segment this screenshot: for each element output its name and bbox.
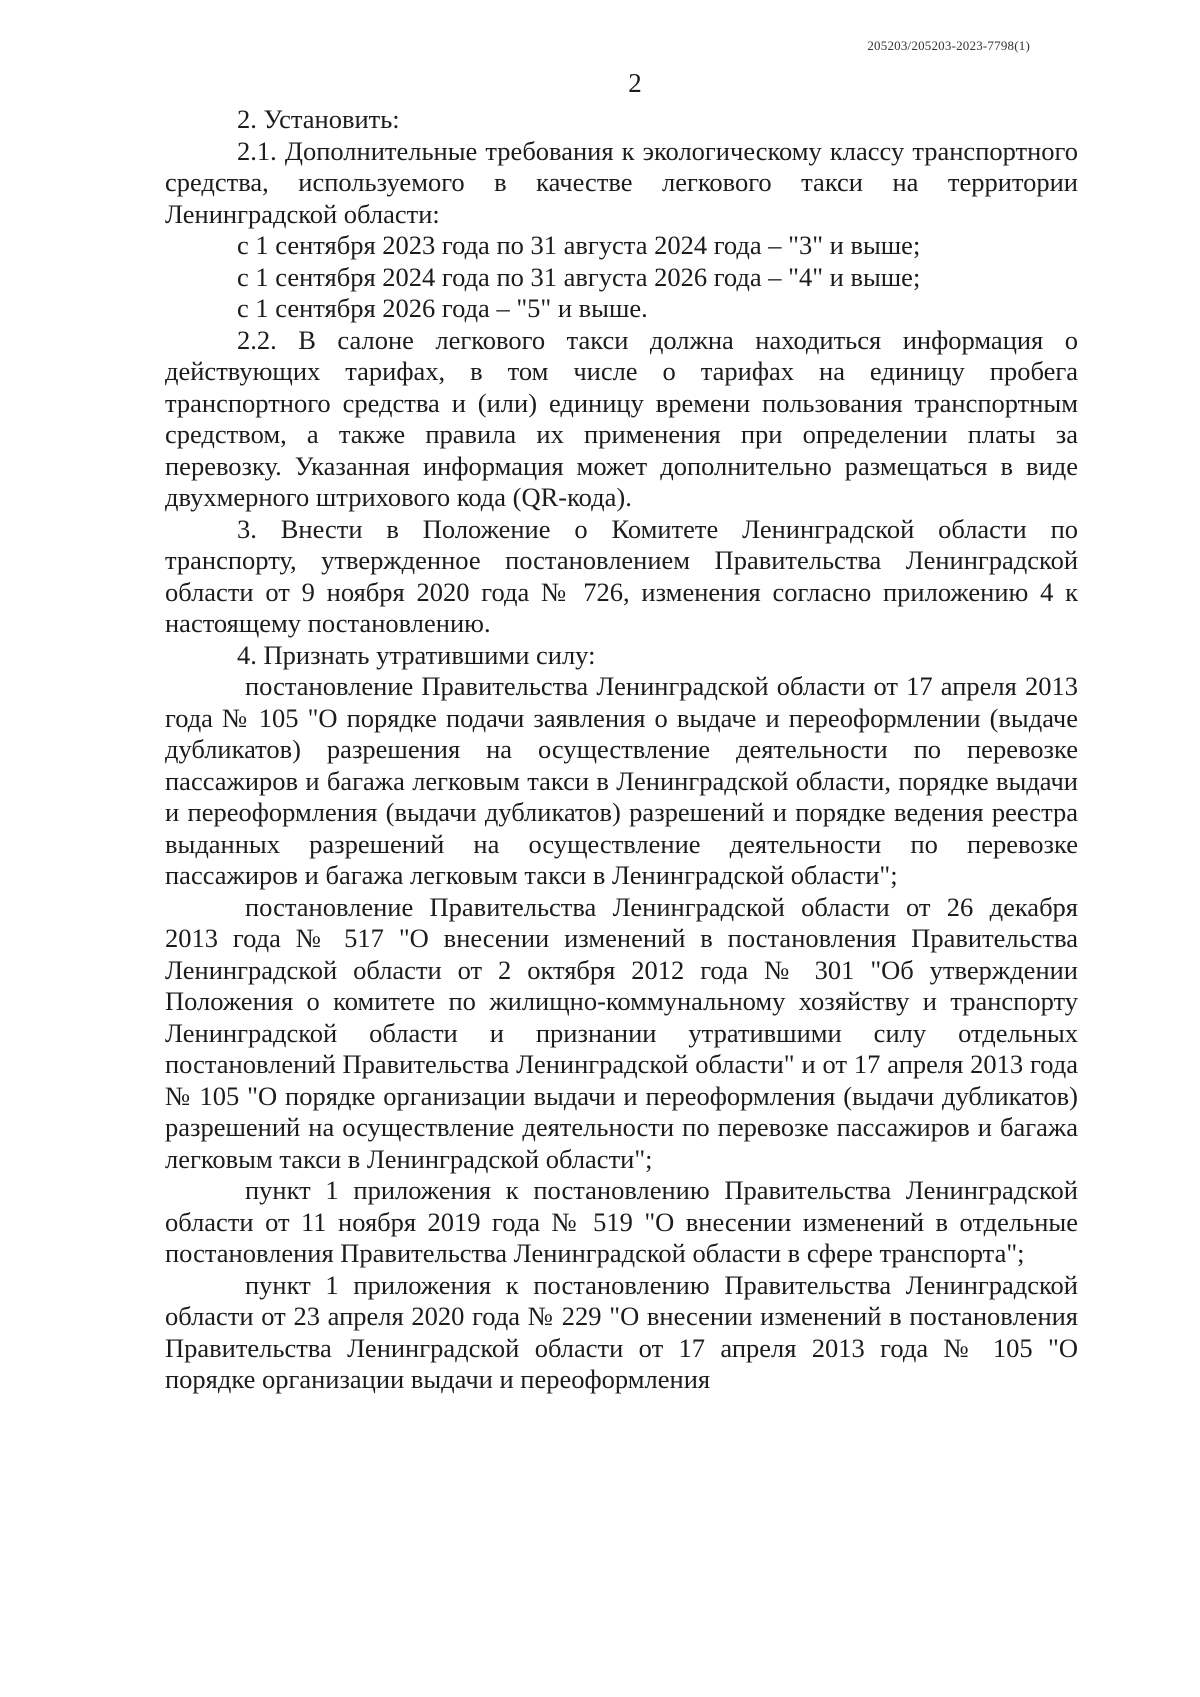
paragraph-2-2: 2.2. В салоне легкового такси должна находиться информация о действующих тарифах, в том числе о тарифах на единицу пробега транспортного средства и (или) единицу времени пользования транспортным средством, а также правила их применения при определении платы за перевозку. Указанная информация может дополнительно размещаться в виде двухмерного штрихового кода (QR-кода). [165,324,1078,512]
paragraph-2-1: 2.1. Дополнительные требования к экологическому классу транспортного средства, используемого в качестве легкового такси на территории Ленинградской области: [165,135,1078,229]
document-body [165,104,1078,1396]
eco-class-line-2: с 1 сентября 2024 года по 31 августа 2026 года – "4" и выше; [237,261,921,292]
repealed-item-2: постановление Правительства Ленинградской области от 26 декабря 2013 года № 517 "О внесении изменений в постановления Правительства Ленинградской области от 2 октября 2012 года № 301 "Об утверждении Положения о комитете по жилищно-коммунальному хозяйству и транспорту Ленинградской области и признании утратившими силу отдельных постановлений Правительства Ленинградской области" и от 17 апреля 2013 года № 105 "О порядке организации выдачи и переоформления (выдачи дубликатов) разрешений на осуществление деятельности по перевозке пассажиров и багажа легковым такси в Ленинградской области"; [165,891,1078,1174]
page-number: 2 [628,68,642,98]
eco-class-line-3: с 1 сентября 2026 года – "5" и выше. [237,293,648,323]
repealed-item-3: пункт 1 приложения к постановлению Правительства Ленинградской области от 11 ноября 2019 года № 519 "О внесении изменений в отдельные постановления Правительства Ленинградской области в сфере транспорта"; [165,1175,1078,1268]
repealed-item-1: постановление Правительства Ленинградской области от 17 апреля 2013 года № 105 "О порядке подачи заявления о выдаче и переоформлении (выдаче дубликатов) разрешения на осуществление деятельности по перевозке пассажиров и багажа легковым такси в Ленинградской области, порядке выдачи и переоформления (выдачи дубликатов) разрешений и порядке ведения реестра выданных разрешений на осуществление деятельности по перевозке пассажиров и багажа легковым такси в Ленинградской области"; [165,671,1078,890]
paragraph-3: 3. Внести в Положение о Комитете Ленинградской области по транспорту, утвержденное постановлением Правительства Ленинградской области от 9 ноября 2020 года № 726, изменения согласно приложению 4 к настоящему постановлению. [165,513,1078,638]
document-id-stamp: 205203/205203-2023-7798(1) [867,38,1030,53]
paragraph-4-heading: 4. Признать утратившими силу: [237,639,596,670]
eco-class-line-1: с 1 сентября 2023 года по 31 августа 2024 года – "3" и выше; [237,230,921,260]
paragraph-2-heading: 2. Установить: [237,104,400,134]
repealed-item-4: пункт 1 приложения к постановлению Правительства Ленинградской области от 23 апреля 2020 года № 229 "О внесении изменений в постановления Правительства Ленинградской области от 17 апреля 2013 года № 105 "О порядке организации выдачи и переоформления [165,1269,1078,1394]
